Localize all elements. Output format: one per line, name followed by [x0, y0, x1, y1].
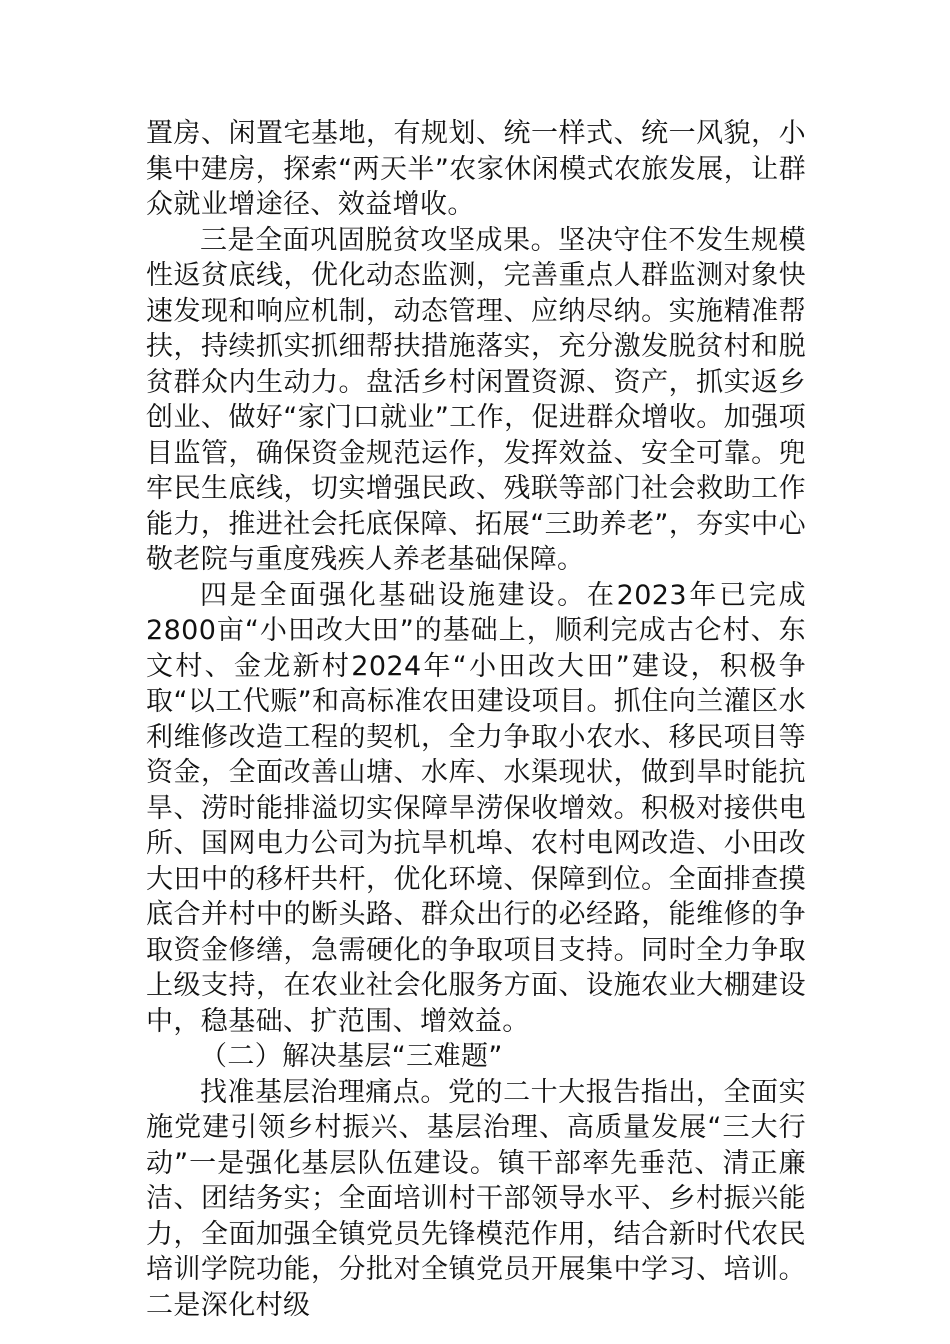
paragraph-poverty-alleviation: 三是全面巩固脱贫攻坚成果。坚决守住不发生规模性返贫底线，优化动态监测，完善重点人群监测对象快速发现和响应机制，动态管理、应纳尽纳。实施精准帮扶，持续抓实抓细帮扶措施落实，充分激发脱贫村和脱贫群众内生动力。盘活乡村闲置资源、资产，抓实返乡创业、做好“家门口就业”工作，促进群众增收。加强项目监管，确保资金规范运作，发挥效益、安全可靠。兜牢民生底线，切实增强民政、残联等部门社会救助工作能力，推进社会托底保障、拓展“三助养老”，夯实中心敬老院与重度残疾人养老基础保障。 [146, 224, 806, 575]
section-heading: （二）解决基层“三难题” [200, 1041, 503, 1072]
paragraph-infrastructure: 四是全面强化基础设施建设。在2023年已完成2800亩“小田改大田”的基础上，顺利完成古仑村、东文村、金龙新村2024年“小田改大田”建设，积极争取“以工代赈”和高标准农田建设项目。抓住向兰灌区水利维修改造工程的契机，全力争取小农水、移民项目等资金，全面改善山塘、水库、水渠现状，做到旱时能抗旱、涝时能排溢切实保障旱涝保收增效。积极对接供电所、国网电力公司为抗旱机埠、农村电网改造、小田改大田中的移杆共杆，优化环境、保障到位。全面排查摸底合并村中的断头路、群众出行的必经路，能维修的争取资金修缮，急需硬化的争取项目支持。同时全力争取上级支持，在农业社会化服务方面、设施农业大棚建设中，稳基础、扩范围、增效益。 [146, 579, 806, 1037]
document-body [146, 116, 806, 1323]
paragraph-continuation: 置房、闲置宅基地，有规划、统一样式、统一风貌，小集中建房，探索“两天半”农家休闲模式农旅发展，让群众就业增途径、效益增收。 [146, 118, 806, 220]
paragraph-governance: 找准基层治理痛点。党的二十大报告指出，全面实施党建引领乡村振兴、基层治理、高质量发展“三大行动”一是强化基层队伍建设。镇干部率先垂范、清正廉洁、团结务实；全面培训村干部领导水平、乡村振兴能力，全面加强全镇党员先锋模范作用，结合新时代农民培训学院功能，分批对全镇党员开展集中学习、培训。二是深化村级 [146, 1076, 806, 1321]
